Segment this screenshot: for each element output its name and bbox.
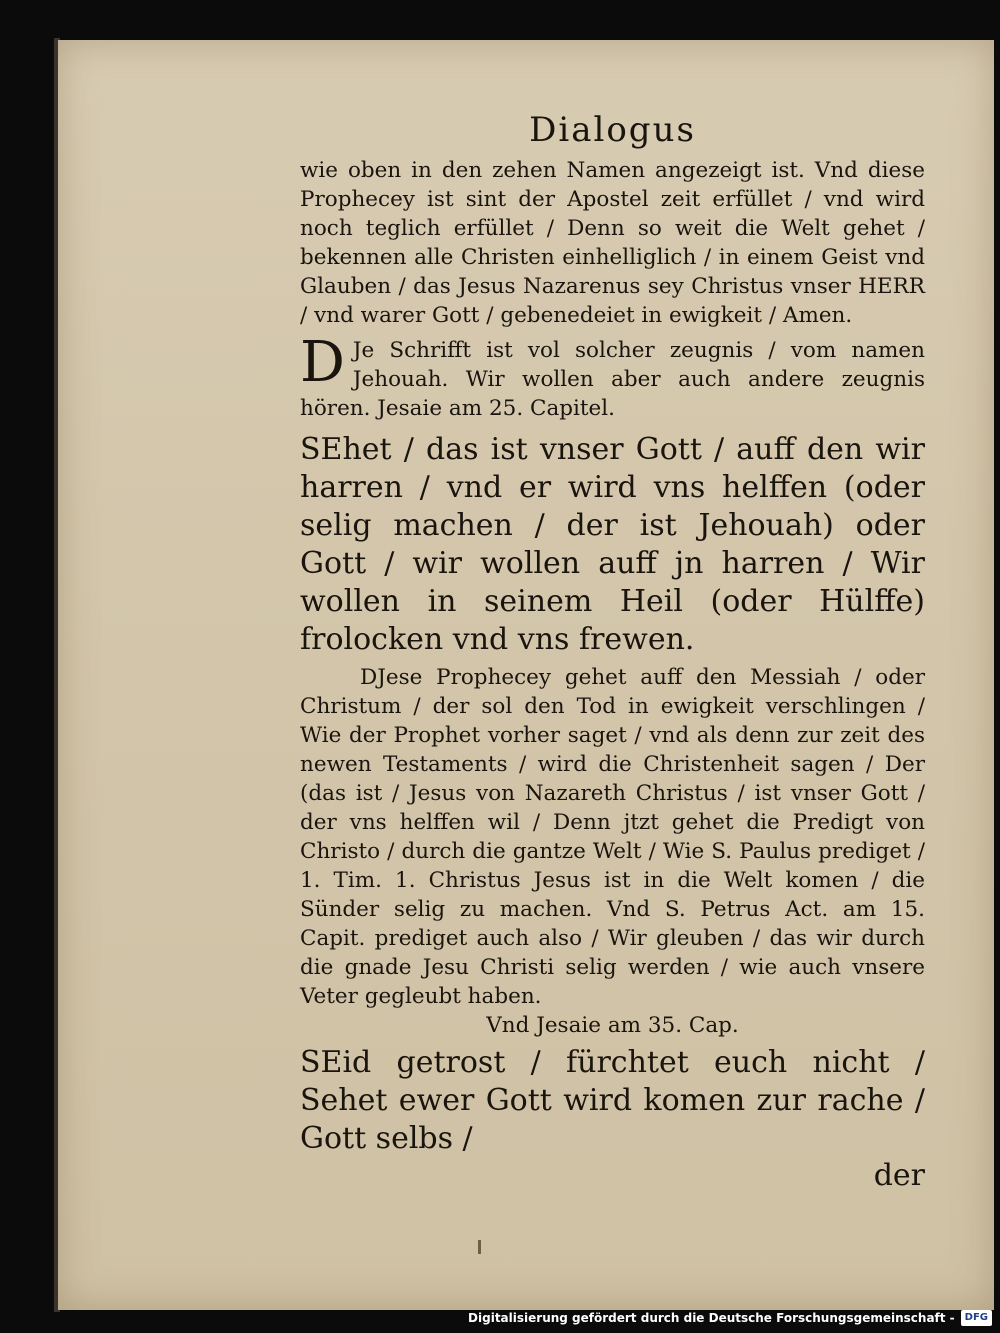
- dfg-logo-icon: DFG: [961, 1310, 992, 1326]
- drop-cap: D: [300, 330, 345, 395]
- paragraph-4: DJese Prophecey gehet auff den Messiah / oder Christum / der sol den Tod in ewigkeit verschlingen / Wie der Prophet vorher saget / vnd als denn zur zeit des newen Testaments / wird die Christenheit sagen / Der (das ist / Jesus von Nazareth Christus / ist vnser Gott / der vns helffen wil / Denn jtzt gehet die Predigt von Christo / durch die gantze Welt / Wie S. Paulus prediget / 1. Tim. 1. Christus Jesus ist in die Welt komen / die Sünder selig zu machen. Vnd S. Petrus Act. am 15. Capit. prediget auch also / Wir gleuben / das wir durch die gnade Jesu Christi selig werden / wie auch vnsere Veter gegleubt haben.: [300, 665, 925, 1009]
- paragraph-2-text: Je Schrifft ist vol solcher zeugnis / vom namen Jehouah. Wir wollen aber auch andere zeugnis hören. Jesaie am 25. Capitel.: [300, 338, 925, 421]
- page-mark: [478, 1240, 481, 1254]
- footer-credit-text: Digitalisierung gefördert durch die Deutsche Forschungsgemeinschaft -: [468, 1311, 955, 1325]
- catchword: der: [873, 1158, 925, 1193]
- section-reference: Vnd Jesaie am 35. Cap.: [486, 1013, 739, 1038]
- final-paragraph: SEid getrost / fürchtet euch nicht / Sehet ewer Gott wird komen zur rache / Gott selbs /: [300, 1045, 925, 1156]
- paragraph-3-quote: SEhet / das ist vnser Gott / auff den wir harren / vnd er wird vns helffen (oder selig machen / der ist Jehouah) oder Gott / wir wollen auff jn harren / Wir wollen in seinem Heil (oder Hülffe) frolocken vnd vns frewen.: [300, 432, 925, 657]
- paragraph-1: wie oben in den zehen Namen angezeigt ist. Vnd diese Prophecey ist sint der Apostel zeit erfüllet / vnd wird noch teglich erfüllet / Denn so weit die Welt gehet / bekennen alle Christen einhelliglich / in einem Geist vnd Glauben / das Jesus Nazarenus sey Christus vnser HERR / vnd warer Gott / gebenedeiet in ewigkeit / Amen.: [300, 158, 925, 328]
- page-text-block: [300, 110, 925, 1194]
- footer-bar: [468, 1307, 992, 1329]
- paragraph-2: [300, 330, 925, 423]
- running-head: Dialogus: [529, 110, 696, 150]
